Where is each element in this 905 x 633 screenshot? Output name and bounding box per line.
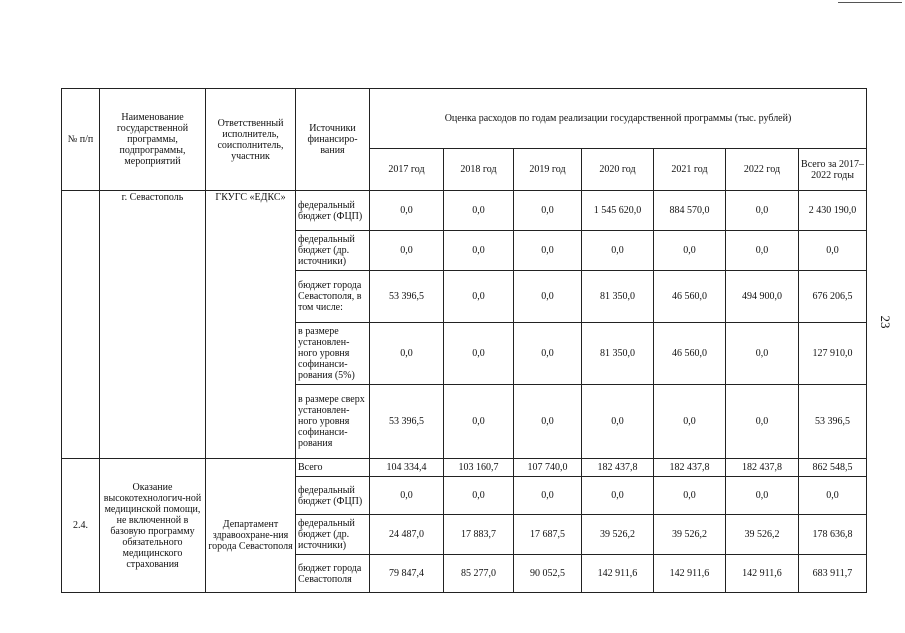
value-cell: 0,0: [444, 323, 514, 385]
value-cell: 0,0: [444, 477, 514, 515]
value-cell: 0,0: [726, 477, 799, 515]
header-year: 2018 год: [444, 149, 514, 191]
value-cell: 676 206,5: [799, 271, 867, 323]
source-cell: федеральный бюджет (ФЦП): [296, 191, 370, 231]
source-cell: федеральный бюджет (др. источники): [296, 231, 370, 271]
value-cell: 103 160,7: [444, 459, 514, 477]
value-cell: 0,0: [654, 231, 726, 271]
value-cell: 104 334,4: [370, 459, 444, 477]
value-cell: 0,0: [726, 323, 799, 385]
value-cell: 683 911,7: [799, 555, 867, 593]
table-row: [62, 459, 867, 477]
value-cell: 182 437,8: [654, 459, 726, 477]
source-cell: федеральный бюджет (др. источники): [296, 515, 370, 555]
value-cell: 884 570,0: [654, 191, 726, 231]
header-num: № п/п: [62, 89, 100, 191]
value-cell: 0,0: [514, 323, 582, 385]
source-cell: бюджет города Севастополя, в том числе:: [296, 271, 370, 323]
value-cell: 0,0: [444, 385, 514, 459]
expenditure-table: [61, 88, 867, 593]
source-cell: в размере установлен-ного уровня софинанси-рования (5%): [296, 323, 370, 385]
value-cell: 142 911,6: [582, 555, 654, 593]
value-cell: 0,0: [582, 231, 654, 271]
header-responsible: Ответственный исполнитель, соисполнитель, участник: [206, 89, 296, 191]
header-year: 2017 год: [370, 149, 444, 191]
value-cell: 0,0: [370, 191, 444, 231]
value-cell: 90 052,5: [514, 555, 582, 593]
header-source: Источники финансиро-вания: [296, 89, 370, 191]
value-cell: 127 910,0: [799, 323, 867, 385]
value-cell: 46 560,0: [654, 323, 726, 385]
top-rule: [838, 2, 902, 3]
value-cell: 862 548,5: [799, 459, 867, 477]
value-cell: 0,0: [726, 191, 799, 231]
value-cell: 0,0: [370, 323, 444, 385]
value-cell: 0,0: [370, 477, 444, 515]
value-cell: 178 636,8: [799, 515, 867, 555]
value-cell: 0,0: [514, 385, 582, 459]
value-cell: 0,0: [514, 231, 582, 271]
value-cell: 0,0: [582, 477, 654, 515]
value-cell: 53 396,5: [799, 385, 867, 459]
source-cell: бюджет города Севастополя: [296, 555, 370, 593]
value-cell: 0,0: [654, 385, 726, 459]
value-cell: 85 277,0: [444, 555, 514, 593]
value-cell: 24 487,0: [370, 515, 444, 555]
value-cell: 182 437,8: [582, 459, 654, 477]
value-cell: 0,0: [444, 231, 514, 271]
header-year: 2019 год: [514, 149, 582, 191]
value-cell: 0,0: [654, 477, 726, 515]
value-cell: 0,0: [514, 191, 582, 231]
value-cell: 17 883,7: [444, 515, 514, 555]
value-cell: 0,0: [726, 231, 799, 271]
responsible: Департамент здравоохране-ния города Севастополя: [206, 459, 296, 593]
value-cell: 53 396,5: [370, 385, 444, 459]
value-cell: 0,0: [514, 477, 582, 515]
value-cell: 39 526,2: [654, 515, 726, 555]
table-row: [62, 191, 867, 231]
value-cell: 0,0: [514, 271, 582, 323]
value-cell: 0,0: [726, 385, 799, 459]
value-cell: 0,0: [799, 231, 867, 271]
program-name: Оказание высокотехнологич-ной медицинской помощи, не включенной в базовую программу обязательного медицинского страхования: [100, 459, 206, 593]
header-row-1: [62, 89, 867, 149]
value-cell: 81 350,0: [582, 271, 654, 323]
program-name: г. Севастополь: [100, 191, 206, 459]
header-name: Наименование государственной программы, подпрограммы, мероприятий: [100, 89, 206, 191]
source-cell: в размере сверх установлен-ного уровня софинанси-рования: [296, 385, 370, 459]
header-year: 2022 год: [726, 149, 799, 191]
value-cell: 0,0: [370, 231, 444, 271]
value-cell: 494 900,0: [726, 271, 799, 323]
row-num: [62, 191, 100, 459]
value-cell: 17 687,5: [514, 515, 582, 555]
value-cell: 107 740,0: [514, 459, 582, 477]
value-cell: 81 350,0: [582, 323, 654, 385]
header-total: Всего за 2017–2022 годы: [799, 149, 867, 191]
value-cell: 79 847,4: [370, 555, 444, 593]
value-cell: 2 430 190,0: [799, 191, 867, 231]
header-year: 2020 год: [582, 149, 654, 191]
value-cell: 0,0: [582, 385, 654, 459]
value-cell: 142 911,6: [654, 555, 726, 593]
value-cell: 46 560,0: [654, 271, 726, 323]
value-cell: 0,0: [444, 271, 514, 323]
value-cell: 39 526,2: [726, 515, 799, 555]
value-cell: 142 911,6: [726, 555, 799, 593]
row-num: 2.4.: [62, 459, 100, 593]
header-year: 2021 год: [654, 149, 726, 191]
value-cell: 182 437,8: [726, 459, 799, 477]
value-cell: 0,0: [799, 477, 867, 515]
value-cell: 0,0: [444, 191, 514, 231]
value-cell: 39 526,2: [582, 515, 654, 555]
value-cell: 1 545 620,0: [582, 191, 654, 231]
source-cell: Всего: [296, 459, 370, 477]
responsible: ГКУГС «ЕДКС»: [206, 191, 296, 459]
value-cell: 53 396,5: [370, 271, 444, 323]
source-cell: федеральный бюджет (ФЦП): [296, 477, 370, 515]
page-number: 23: [878, 315, 893, 329]
header-estimate: Оценка расходов по годам реализации государственной программы (тыс. рублей): [370, 89, 867, 149]
